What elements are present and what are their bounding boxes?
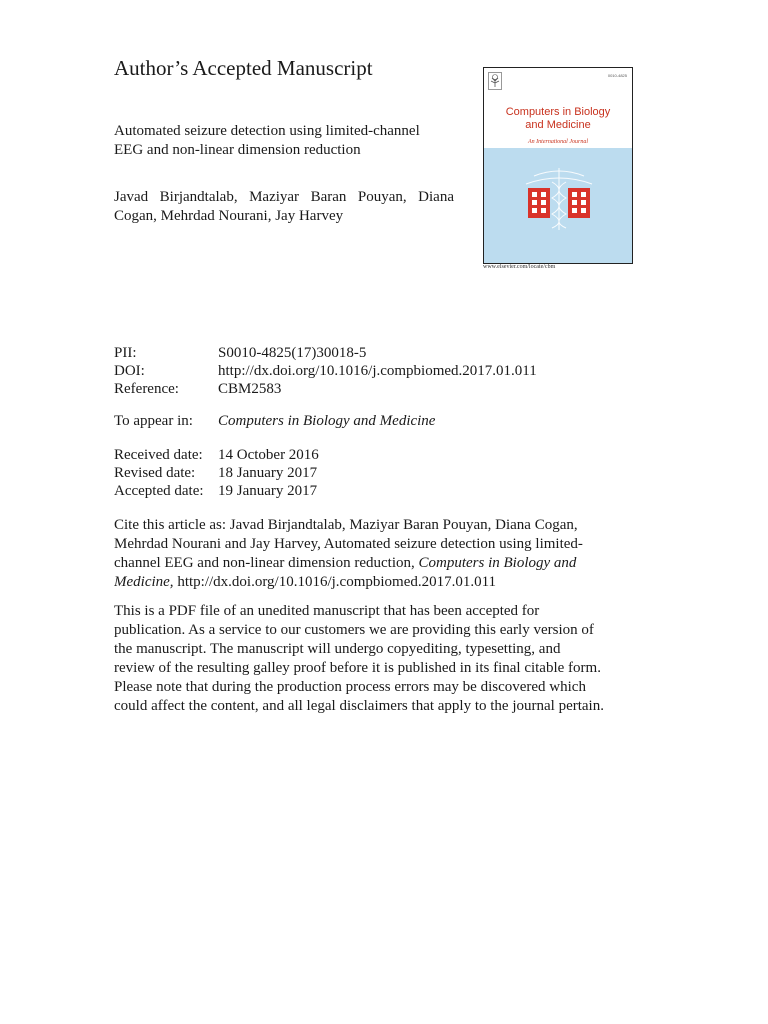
citation-line xyxy=(114,554,640,573)
journal-cover xyxy=(483,67,633,264)
reference-value: CBM2583 xyxy=(218,381,282,397)
pii-label: PII: xyxy=(114,345,137,361)
article-title xyxy=(114,122,459,160)
author-line: Javad Birjandtalab, Maziyar Baran Pouyan, Diana xyxy=(114,189,454,205)
accepted-label: Accepted date: xyxy=(114,483,204,499)
author-line: Cogan, Mehrdad Nourani, Jay Harvey xyxy=(114,208,344,224)
notice-line: Please note that during the production process errors may be discovered which xyxy=(114,679,586,695)
journal-url: www.elsevier.com/locate/cbm xyxy=(483,264,556,270)
author-list xyxy=(114,188,454,226)
cover-journal-title xyxy=(484,106,632,132)
revised-value: 18 January 2017 xyxy=(218,465,318,481)
citation-line: Mehrdad Nourani and Jay Harvey, Automated seizure detection using limited- xyxy=(114,536,583,552)
citation-line xyxy=(114,573,640,592)
notice-line: the manuscript. The manuscript will undergo copyediting, typesetting, and xyxy=(114,641,561,657)
elsevier-logo-icon xyxy=(488,72,502,90)
citation-paragraph xyxy=(114,516,640,592)
citation-line: Cite this article as: Javad Birjandtalab, Maziyar Baran Pouyan, Diana Cogan, xyxy=(114,517,578,533)
appear-label: To appear in: xyxy=(114,413,193,429)
caduceus-chip-icon xyxy=(514,166,604,232)
revised-row xyxy=(114,464,317,483)
appear-value: Computers in Biology and Medicine xyxy=(218,413,436,429)
reference-label: Reference: xyxy=(114,381,179,397)
reference-row xyxy=(114,380,281,399)
appear-row xyxy=(114,412,435,431)
cover-subtitle: An International Journal xyxy=(528,139,588,145)
citation-text: channel EEG and non-linear dimension reduction, xyxy=(114,555,415,571)
cover-title-line: and Medicine xyxy=(525,119,591,131)
notice-line: This is a PDF file of an unedited manuscript that has been accepted for xyxy=(114,603,540,619)
manuscript-heading: Author’s Accepted Manuscript xyxy=(114,56,373,80)
received-row xyxy=(114,446,319,465)
notice-paragraph xyxy=(114,602,640,716)
citation-journal: Computers in Biology and xyxy=(418,555,577,571)
citation-journal: Medicine, xyxy=(114,574,174,590)
doi-value: http://dx.doi.org/10.1016/j.compbiomed.2017.01.011 xyxy=(218,363,537,379)
notice-line: publication. As a service to our customers we are providing this early version of xyxy=(114,622,594,638)
accepted-value: 19 January 2017 xyxy=(218,483,318,499)
article-title-line: EEG and non-linear dimension reduction xyxy=(114,142,361,158)
received-value: 14 October 2016 xyxy=(218,447,319,463)
accepted-row xyxy=(114,482,317,501)
doi-row xyxy=(114,362,537,381)
citation-doi: http://dx.doi.org/10.1016/j.compbiomed.2017.01.011 xyxy=(177,574,497,590)
cover-issn: 0010-4825 xyxy=(607,73,627,78)
received-label: Received date: xyxy=(114,447,203,463)
pii-value: S0010-4825(17)30018-5 xyxy=(218,345,367,361)
article-title-line: Automated seizure detection using limited-channel xyxy=(114,123,420,139)
doi-label: DOI: xyxy=(114,363,145,379)
notice-line: review of the resulting galley proof before it is published in its final citable form. xyxy=(114,660,601,676)
pii-row xyxy=(114,344,366,363)
cover-title-line: Computers in Biology xyxy=(505,106,611,118)
notice-line: could affect the content, and all legal disclaimers that apply to the journal pertain. xyxy=(114,698,604,714)
revised-label: Revised date: xyxy=(114,465,196,481)
